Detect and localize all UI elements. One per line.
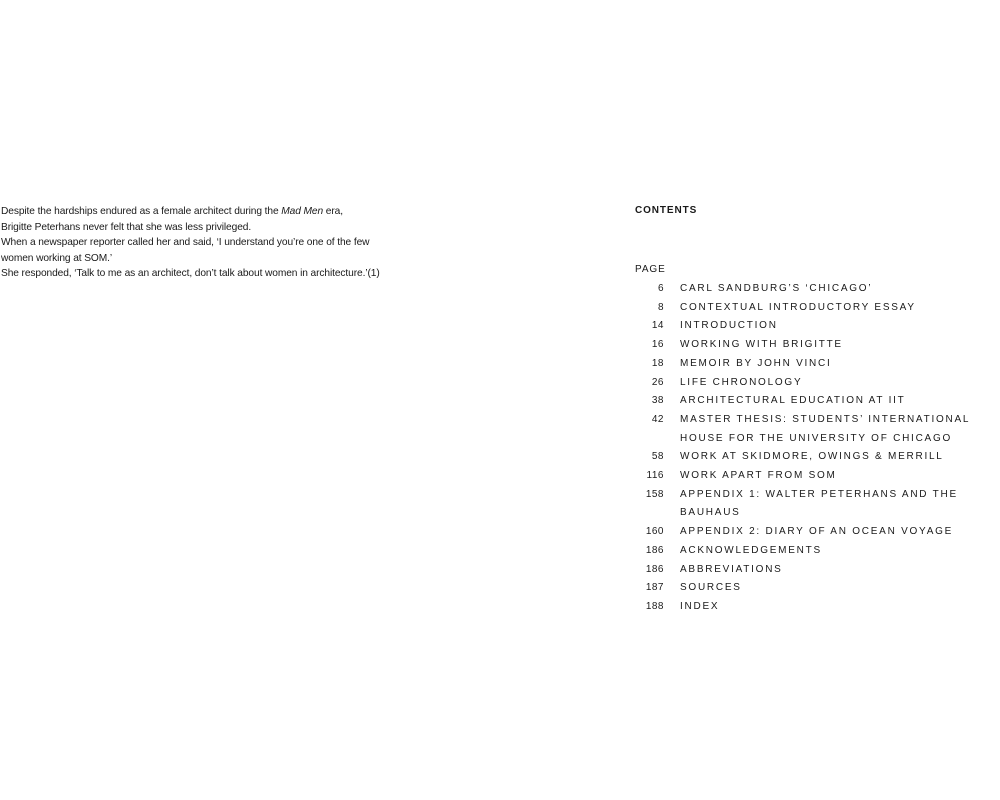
toc-entry	[635, 280, 1000, 299]
toc-entry-title: LIFE CHRONOLOGY	[680, 376, 803, 388]
toc-entry-title: ABBREVIATIONS	[680, 563, 783, 575]
toc-page-number: 116	[646, 470, 664, 482]
quote-line	[1, 204, 421, 220]
toc-entry	[635, 486, 1000, 523]
toc-entry-title: MASTER THESIS: STUDENTS’ INTERNATIONAL HOUSE FOR THE UNIVERSITY OF CHICAGO	[680, 413, 970, 444]
toc-entry-title: WORK AT SKIDMORE, OWINGS & MERRILL	[680, 451, 944, 463]
toc-page-number: 160	[645, 526, 664, 538]
toc-entry	[635, 411, 1000, 448]
toc-entry	[635, 448, 1000, 467]
quote-text: era,	[323, 206, 343, 217]
toc-page-number: 6	[657, 283, 664, 294]
quote-text: Despite the hardships endured as a female architect during the	[1, 206, 282, 217]
table-of-contents	[635, 280, 1000, 617]
toc-page-number: 16	[651, 339, 664, 351]
toc-entry	[635, 355, 1000, 374]
toc-entry-title: INTRODUCTION	[680, 320, 778, 332]
toc-entry-title: SOURCES	[680, 582, 742, 594]
toc-entry	[635, 317, 1000, 336]
quote-italic-title: Mad Men	[281, 206, 324, 217]
toc-page-number: 8	[657, 301, 664, 313]
toc-entry-title: INDEX	[680, 600, 720, 612]
toc-page-number: 188	[645, 600, 664, 612]
toc-entry	[635, 561, 1000, 580]
toc-entry	[635, 598, 1000, 617]
toc-page-number: 18	[651, 357, 664, 369]
toc-entry-title: WORKING WITH BRIGITTE	[680, 339, 843, 351]
toc-page-number: 42	[651, 413, 664, 425]
toc-entry	[635, 467, 1000, 486]
toc-entry-title: WORK APART FROM SOM	[680, 470, 837, 482]
toc-page-number: 186	[645, 563, 664, 575]
toc-entry-title: APPENDIX 1: WALTER PETERHANS AND THE BAUHAUS	[680, 488, 958, 519]
toc-entry	[635, 374, 1000, 393]
toc-entry	[635, 579, 1000, 598]
toc-entry-title: ARCHITECTURAL EDUCATION AT IIT	[680, 395, 906, 407]
toc-entry	[635, 542, 1000, 561]
toc-entry-title: CARL SANDBURG’S ‘CHICAGO’	[680, 283, 873, 294]
contents-heading: CONTENTS	[635, 205, 698, 216]
toc-entry-title: CONTEXTUAL INTRODUCTORY ESSAY	[680, 301, 916, 313]
toc-entry-title: APPENDIX 2: DIARY OF AN OCEAN VOYAGE	[680, 526, 954, 538]
toc-page-number: 14	[651, 320, 664, 332]
epigraph-quote	[1, 204, 421, 282]
toc-entry	[635, 336, 1000, 355]
toc-entry	[635, 392, 1000, 411]
toc-page-number: 186	[645, 544, 664, 556]
toc-entry-title: ACKNOWLEDGEMENTS	[680, 544, 822, 556]
quote-line: Brigitte Peterhans never felt that she was less privileged.	[1, 221, 252, 233]
toc-page-number: 58	[651, 451, 664, 463]
quote-line: She responded, ‘Talk to me as an architect, don’t talk about women in architecture.’(1)	[1, 268, 380, 279]
toc-page-number: 158	[645, 488, 664, 500]
quote-line: When a newspaper reporter called her and said, ‘I understand you’re one of the few	[1, 237, 370, 248]
toc-entry	[635, 299, 1000, 318]
page-column-label: PAGE	[635, 264, 666, 275]
toc-page-number: 26	[651, 376, 664, 388]
toc-page-number: 187	[645, 582, 664, 594]
toc-page-number: 38	[651, 395, 664, 407]
toc-entry-title: MEMOIR BY JOHN VINCI	[680, 357, 832, 369]
toc-entry	[635, 523, 1000, 542]
quote-line: women working at SOM.’	[1, 252, 113, 264]
